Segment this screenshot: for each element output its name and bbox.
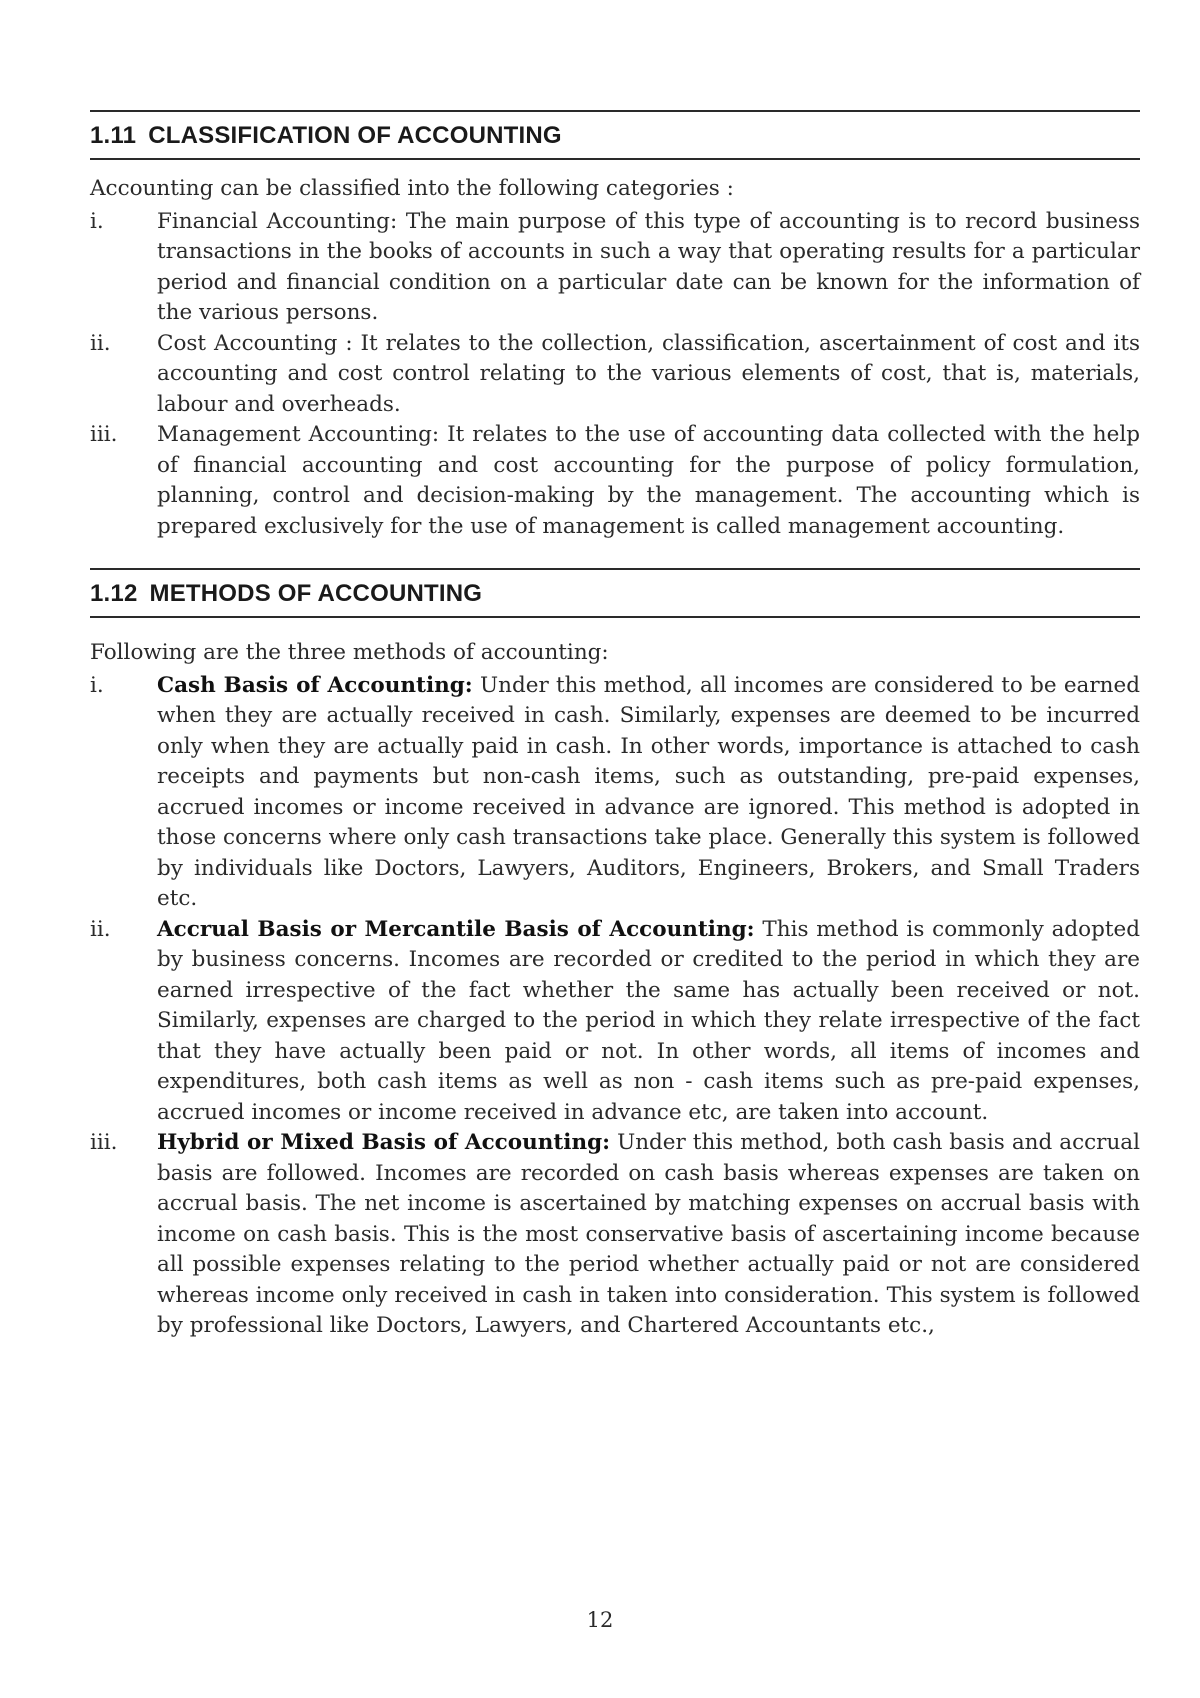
page-number: 12	[586, 1608, 614, 1632]
list-item-text: Management Accounting: It relates to the use of accounting data collected with the help of financial accounting and cost accounting for the purpose of policy formulation, planning, control and decision-making by the management. The accounting which is prepared exclusively for the use of management is called management accounting.	[157, 422, 1140, 539]
section-heading	[90, 568, 1140, 618]
list-item-text: Financial Accounting: The main purpose of this type of accounting is to record business transactions in the books of accounts in such a way that operating results for a particular period and financial condition on a particular date can be known for the information of the various persons.	[157, 208, 1140, 325]
section-intro: Following are the three methods of accounting:	[90, 640, 609, 665]
list-item-body	[157, 915, 1140, 1129]
method-heading: Accrual Basis or Mercantile Basis of Accounting:	[157, 916, 755, 942]
section-number: 1.11	[90, 122, 137, 149]
methods-list	[90, 671, 1140, 1342]
category-list	[90, 207, 1140, 543]
method-heading: Hybrid or Mixed Basis of Accounting:	[157, 1130, 611, 1155]
list-marker: ii.	[90, 330, 111, 356]
list-item-body	[157, 1128, 1140, 1342]
list-item-text: Cost Accounting : It relates to the collection, classification, ascertainment of cost and its accounting and cost control relating to the various elements of cost, that is, materials, labour and overheads.	[157, 330, 1140, 417]
section-title: CLASSIFICATION OF ACCOUNTING	[148, 122, 562, 149]
list-item-body	[157, 671, 1140, 915]
method-text: Under this method, all incomes are considered to be earned when they are actually received in cash. Similarly, expenses are deemed to be incurred only when they are actually paid in cash. In other words, importance is attached to cash receipts and payments but non-cash items, such as outstanding, pre-paid expenses, accrued incomes or income received in advance are ignored. This method is adopted in those concerns where only cash transactions take place. Generally this system is followed by individuals like Doctors, Lawyers, Auditors, Engineers, Brokers, and Small Traders etc.	[157, 672, 1140, 911]
list-item	[90, 915, 1140, 1129]
list-marker: i.	[90, 208, 104, 234]
document-page	[90, 110, 1140, 1342]
section-intro: Accounting can be classified into the following categories :	[90, 176, 734, 201]
list-item	[90, 420, 1140, 542]
list-item	[90, 1128, 1140, 1342]
section-methods	[90, 568, 1140, 1342]
list-marker: ii.	[90, 916, 111, 942]
list-item	[90, 671, 1140, 915]
method-text: This method is commonly adopted by business concerns. Incomes are recorded or credited to the period in which they are earned irrespective of the fact whether the same has actually been received or not. Similarly, expenses are charged to the period in which they relate irrespective of the fact that they have actually been paid or not. In other words, all items of incomes and expenditures, both cash items as well as non - cash items such as pre-paid expenses, accrued incomes or income received in advance etc, are taken into account.	[157, 916, 1140, 1125]
section-classification	[90, 110, 1140, 542]
method-text: Under this method, both cash basis and accrual basis are followed. Incomes are recorded on cash basis whereas expenses are taken on accrual basis. The net income is ascertained by matching expenses on accrual basis with income on cash basis. This is the most conservative basis of ascertaining income because all possible expenses relating to the period whether actually paid or not are considered whereas income only received in cash in taken into consideration. This system is followed by professional like Doctors, Lawyers, and Chartered Accountants etc.,	[157, 1130, 1140, 1338]
list-marker: i.	[90, 672, 104, 698]
method-heading: Cash Basis of Accounting:	[157, 672, 473, 698]
section-number: 1.12	[90, 580, 138, 607]
list-marker: iii.	[90, 1130, 118, 1155]
list-marker: iii.	[90, 422, 118, 447]
list-item	[90, 207, 1140, 329]
list-item	[90, 329, 1140, 421]
section-heading	[90, 110, 1140, 160]
section-title: METHODS OF ACCOUNTING	[149, 580, 483, 607]
